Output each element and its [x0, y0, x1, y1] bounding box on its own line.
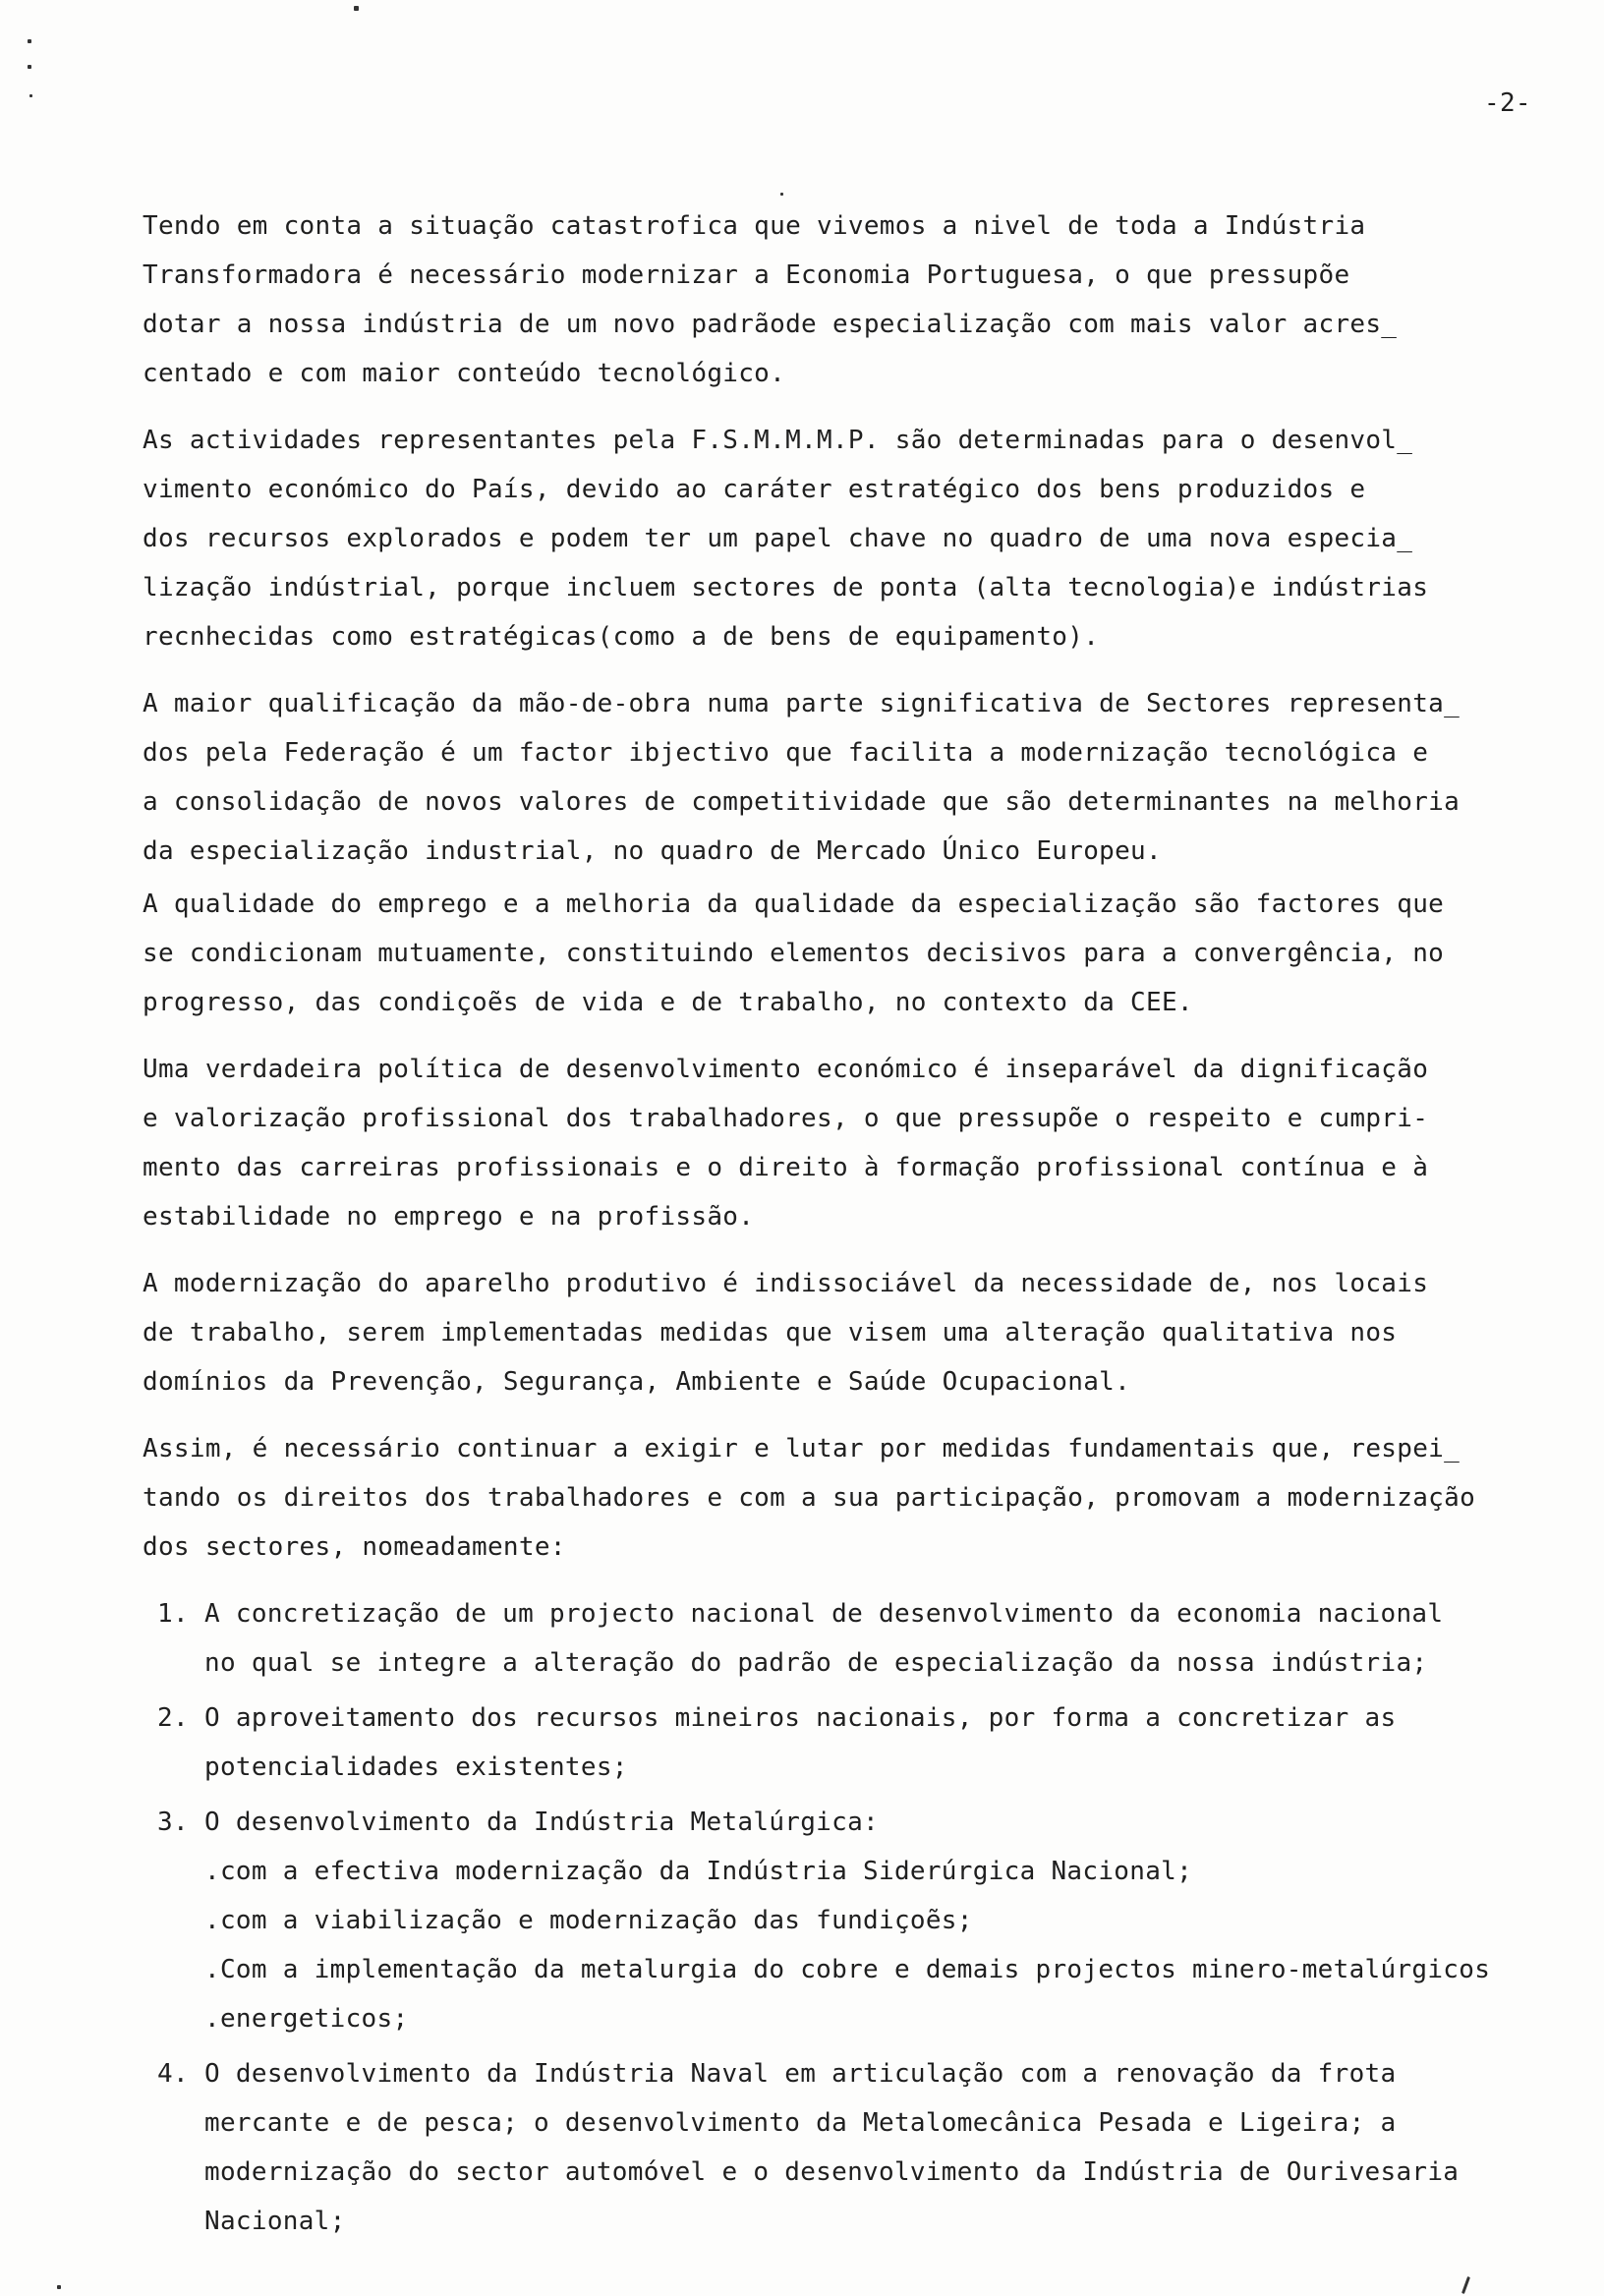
list-item — [143, 1798, 1568, 2043]
scan-speck — [1461, 2276, 1470, 2294]
scan-speck — [28, 39, 31, 43]
measures-list — [143, 1589, 1568, 2246]
paragraph-3: A maior qualificação da mão-de-obra numa parte significativa de Sectores representa_ dos pela Federação é um factor ibjectivo que facilita a modernização tecnológica e a consolidação de novos valores de competitividade que são determinantes na melhoria da especialização industrial, no quadro de Mercado Único Europeu. — [143, 689, 1461, 866]
scan-speck — [780, 193, 783, 196]
page-number: -2- — [1484, 88, 1531, 118]
document-body — [143, 201, 1568, 2252]
list-item-text: O desenvolvimento da Indústria Naval em articulação com a renovação da frota mercante e de pesca; o desenvolvimento da Metalomecânica Pesada e Ligeira; a modernização do sector automóvel e o desenvolvimento da Indústria de Ourivesaria Nacional; — [204, 2059, 1460, 2236]
list-item — [143, 1589, 1568, 1688]
scan-speck — [354, 6, 359, 11]
list-item-number: 3. — [157, 1808, 189, 1837]
list-item-number: 2. — [157, 1703, 189, 1733]
paragraph-6: A modernização do aparelho produtivo é indissociável da necessidade de, nos locais de trabalho, serem implementadas medidas que visem uma alteração qualitativa nos domínios da Prevenção, Segurança, Ambiente e Saúde Ocupacional. — [143, 1269, 1429, 1397]
paragraph-7: Assim, é necessário continuar a exigir e lutar por medidas fundamentais que, respei_ tando os direitos dos trabalhadores e com a sua participação, promovam a modernização dos sectores, nomeadamente: — [143, 1434, 1476, 1562]
list-item — [143, 2049, 1568, 2246]
sub-item: .com a viabilização e modernização das fundiçoẽs; — [204, 1906, 973, 1935]
sub-item: .com a efectiva modernização da Indústria Siderúrgica Nacional; — [204, 1857, 1193, 1886]
paragraph-5: Uma verdadeira política de desenvolvimento económico é inseparável da dignificação e valorização profissional dos trabalhadores, o que pressupõe o respeito e cumpri- mento das carreiras profissionais e o direito à formação profissional contínua e à estabilidade no emprego e na profissão. — [143, 1055, 1429, 1232]
list-item — [143, 1693, 1568, 1792]
paragraph-4: A qualidade do emprego e a melhoria da qualidade da especialização são factores que se condicionam mutuamente, constituindo elementos decisivos para a convergência, no progresso, das condiçoẽs de vida e de trabalho, no contexto da CEE. — [143, 890, 1445, 1017]
sub-item: .Com a implementação da metalurgia do cobre e demais projectos minero-metalúrgicos .energeticos; — [204, 1955, 1491, 2034]
list-item-number: 4. — [157, 2059, 189, 2089]
list-item-text: A concretização de um projecto nacional de desenvolvimento da economia nacional no qual se integre a alteração do padrão de especialização da nossa indústria; — [204, 1599, 1444, 1678]
list-item-number: 1. — [157, 1599, 189, 1629]
list-item-text: O aproveitamento dos recursos mineiros nacionais, por forma a concretizar as potencialidades existentes; — [204, 1703, 1397, 1782]
scan-speck — [57, 2285, 61, 2289]
scan-speck — [29, 94, 32, 97]
paragraph-1: Tendo em conta a situação catastrofica que vivemos a nivel de toda a Indústria Transformadora é necessário modernizar a Economia Portuguesa, o que pressupõe dotar a nossa indústria de um novo padrãode especialização com mais valor acres_ centado e com maior conteúdo tecnológico. — [143, 211, 1398, 388]
list-item-text: O desenvolvimento da Indústria Metalúrgica: — [204, 1808, 879, 1837]
scan-speck — [28, 65, 31, 69]
paragraph-2: As actividades representantes pela F.S.M.M.M.P. são determinadas para o desenvol_ vimento económico do País, devido ao caráter estratégico dos bens produzidos e dos recursos explorados e podem ter um papel chave no quadro de uma nova especia_ lização indústrial, porque incluem sectores de ponta (alta tecnologia)e indústrias recnhecidas como estratégicas(como a de bens de equipamento). — [143, 426, 1429, 652]
